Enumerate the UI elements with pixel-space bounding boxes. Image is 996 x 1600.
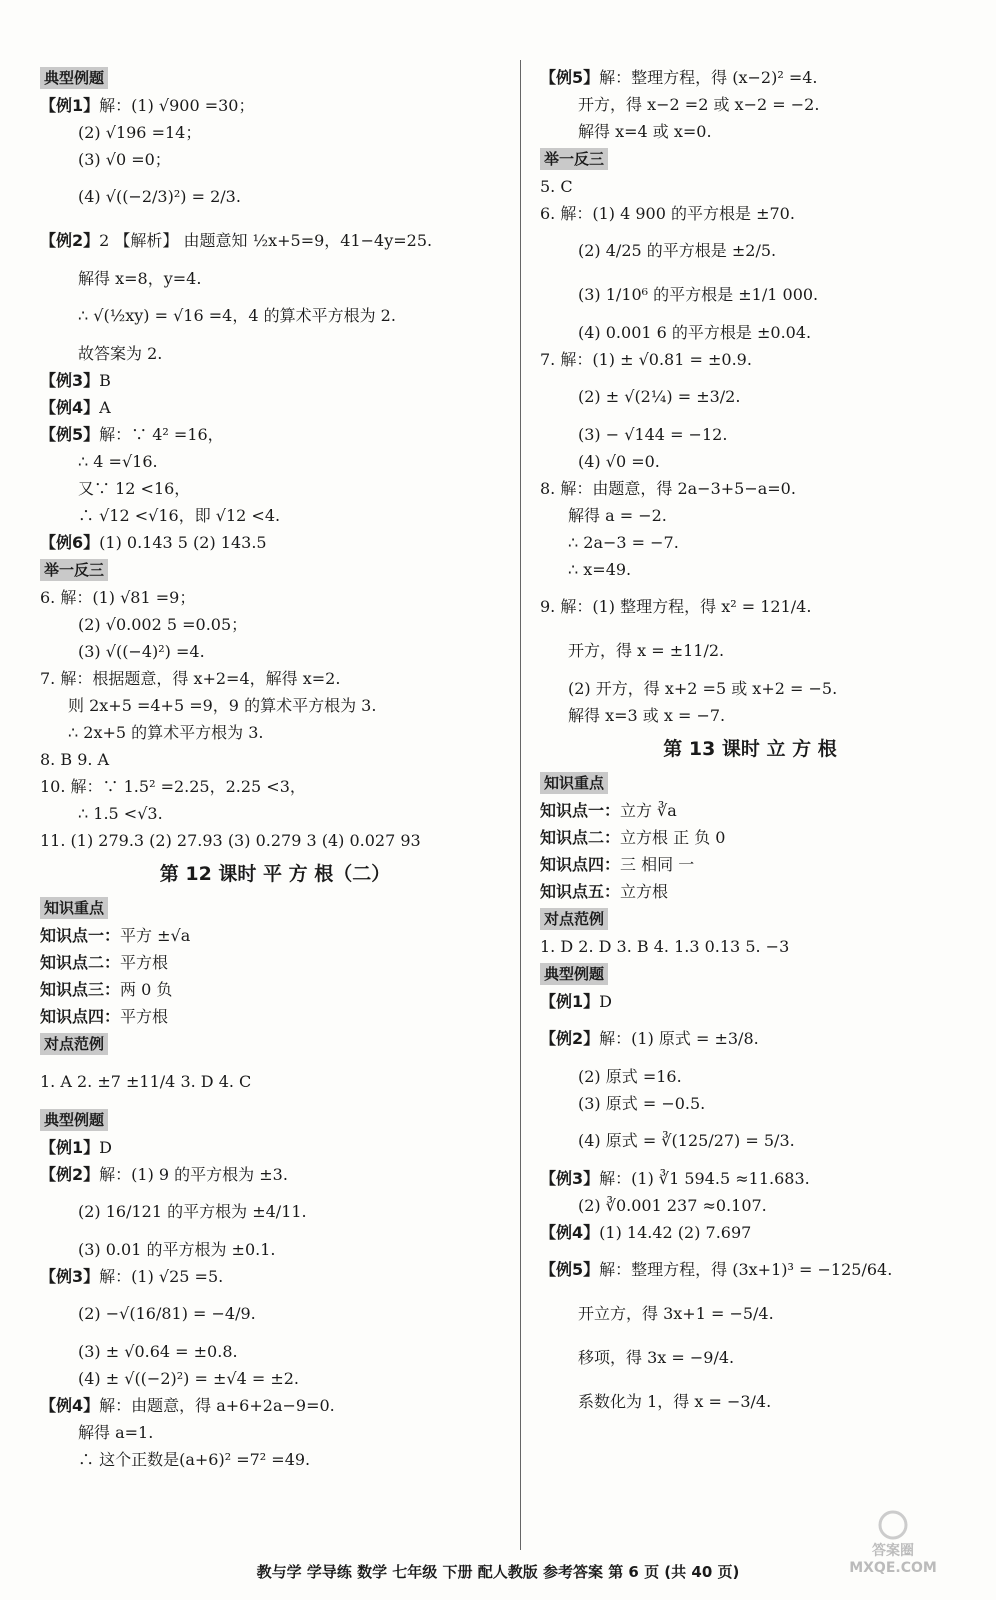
answer-text: 系数化为 1，得 x = −3/4. <box>578 1392 772 1411</box>
example-label: 【例5】 <box>40 425 100 444</box>
knowledge-point <box>540 824 960 851</box>
answer-line <box>40 1338 510 1365</box>
answer-line <box>40 502 510 529</box>
answer-text: 8. 解：由题意，得 2a−3+5−a=0. <box>540 479 796 498</box>
knowledge-point-label: 知识点二： <box>540 828 621 847</box>
example-label: 【例1】 <box>40 1138 100 1157</box>
answer-line <box>540 1250 960 1290</box>
answer-text: (2) ± √(2¼) = ±3/2. <box>578 387 741 406</box>
section-heading-row <box>40 64 510 92</box>
answer-text: B <box>99 371 111 390</box>
answer-text: (2) −√(16/81) = −4/9. <box>78 1304 256 1323</box>
answer-line <box>540 448 960 475</box>
answer-text: 解：(1) √900 =30； <box>99 96 255 115</box>
column-divider <box>520 60 521 1550</box>
watermark <box>818 1510 968 1576</box>
answer-line <box>540 275 960 315</box>
knowledge-point <box>40 949 510 976</box>
knowledge-point-label: 知识点四： <box>540 855 621 874</box>
answer-line <box>40 448 510 475</box>
answer-line <box>40 529 510 556</box>
answer-text: (3) 原式 = −0.5. <box>578 1094 706 1113</box>
answer-line <box>40 421 510 448</box>
answer-line <box>540 1192 960 1219</box>
answer-line <box>540 556 960 583</box>
answer-text: ∴ 4 =√16. <box>78 452 158 471</box>
answer-line <box>40 340 510 367</box>
answer-line <box>40 394 510 421</box>
answer-line <box>540 529 960 556</box>
knowledge-point <box>540 797 960 824</box>
answer-text: 又∵ 12 <16， <box>78 479 191 498</box>
answer-text: 移项，得 3x = −9/4. <box>578 1348 735 1367</box>
answer-text: (3) √0 =0； <box>78 150 171 169</box>
knowledge-point-label: 知识点四： <box>40 1007 121 1026</box>
section-heading-row <box>40 556 510 584</box>
section-heading-row <box>540 769 960 797</box>
example-label: 【例5】 <box>540 1260 600 1279</box>
example-label: 【例4】 <box>40 1396 100 1415</box>
example-label: 【例1】 <box>40 96 100 115</box>
answer-line <box>40 146 510 173</box>
answer-text: (2) 原式 =16. <box>578 1067 682 1086</box>
answer-line <box>40 584 510 611</box>
answer-line <box>40 119 510 146</box>
answer-text: 解：(1) 原式 = ±3/8. <box>599 1029 759 1048</box>
answer-line <box>540 1063 960 1090</box>
answer-line <box>540 173 960 200</box>
answer-line <box>540 319 960 346</box>
answer-text: 解：整理方程，得 (x−2)² =4. <box>599 68 818 87</box>
answer-text: 解：(1) √25 =5. <box>99 1267 224 1286</box>
answer-text: 10. 解：∵ 1.5² =2.25，2.25 <3， <box>40 777 306 796</box>
answer-text: 则 2x+5 =4+5 =9，9 的算术平方根为 3. <box>68 696 377 715</box>
section-heading: 知识重点 <box>40 897 108 919</box>
knowledge-point <box>40 922 510 949</box>
answer-line <box>540 502 960 529</box>
answer-text: 解：整理方程，得 (3x+1)³ = −125/64. <box>599 1260 893 1279</box>
answer-line <box>40 638 510 665</box>
section-heading: 知识重点 <box>540 772 608 794</box>
page-footer: 教与学 学导练 数学 七年级 下册 配人教版 参考答案 第 6 页 (共 40 页) <box>256 1563 740 1581</box>
answer-text: 7. 解：根据题意，得 x+2=4，解得 x=2. <box>40 669 341 688</box>
answer-text: ∴ x=49. <box>568 560 632 579</box>
answer-line <box>540 1219 960 1246</box>
answer-text: (2) 16/121 的平方根为 ±4/11. <box>78 1202 307 1221</box>
answer-line <box>540 475 960 502</box>
example-label: 【例4】 <box>540 1223 600 1242</box>
answer-text: 解：∵ 4² =16， <box>99 425 224 444</box>
example-label: 【例2】 <box>40 1165 100 1184</box>
answer-text: (2) ∛0.001 237 ≈0.107. <box>578 1196 767 1215</box>
example-label: 【例4】 <box>40 398 100 417</box>
answer-text: D <box>599 992 612 1011</box>
section-heading: 对点范例 <box>540 908 608 930</box>
answer-text: (2) 4/25 的平方根是 ±2/5. <box>578 241 777 260</box>
knowledge-point <box>540 851 960 878</box>
answer-text: 平方根 <box>120 1007 169 1026</box>
answer-line <box>540 231 960 271</box>
section-heading: 典型例题 <box>540 963 608 985</box>
answer-text: 平方根 <box>120 953 169 972</box>
answer-line <box>540 118 960 145</box>
example-label: 【例3】 <box>40 371 100 390</box>
answer-text: (3) − √144 = −12. <box>578 425 728 444</box>
answer-text: 解得 a = −2. <box>568 506 667 525</box>
answer-line <box>540 631 960 671</box>
answer-line <box>40 800 510 827</box>
answer-text: (3) √((−4)²) =4. <box>78 642 205 661</box>
answer-line <box>40 1062 510 1102</box>
answer-line <box>40 719 510 746</box>
section-heading: 对点范例 <box>40 1033 108 1055</box>
answer-text: 立方根 <box>620 882 669 901</box>
answer-line <box>540 377 960 417</box>
answer-line <box>40 1161 510 1188</box>
example-label: 【例5】 <box>540 68 600 87</box>
section-heading: 典型例题 <box>40 1109 108 1131</box>
answer-text: 6. 解：(1) 4 900 的平方根是 ±70. <box>540 204 795 223</box>
answer-text: ∴ 2a−3 = −7. <box>568 533 679 552</box>
answer-text: 三 相同 一 <box>620 855 695 874</box>
answer-line <box>540 1165 960 1192</box>
answer-line <box>540 1090 960 1117</box>
answer-text: 1. A 2. ±7 ±11/4 3. D 4. C <box>40 1072 252 1091</box>
answer-text: 两 0 负 <box>120 980 173 999</box>
answer-line <box>540 1019 960 1059</box>
answer-line <box>40 665 510 692</box>
watermark-text-bottom: MXQE.COM <box>849 1560 937 1576</box>
answer-line <box>540 988 960 1015</box>
answer-text: 平方 ±√a <box>120 926 191 945</box>
watermark-text-top: 答案圈 <box>872 1543 914 1559</box>
example-label: 【例3】 <box>40 1267 100 1286</box>
section-heading-row <box>540 905 960 933</box>
answer-line <box>540 346 960 373</box>
example-label: 【例2】 <box>40 231 100 250</box>
answer-line <box>40 177 510 217</box>
answer-line <box>540 421 960 448</box>
answer-line <box>40 1294 510 1334</box>
answer-text: 6. 解：(1) √81 =9； <box>40 588 196 607</box>
example-label: 【例2】 <box>540 1029 600 1048</box>
section-heading: 举一反三 <box>40 559 108 581</box>
answer-text: (2) √196 =14； <box>78 123 202 142</box>
answer-text: (4) ± √((−2)²) = ±√4 = ±2. <box>78 1369 300 1388</box>
answer-text: A <box>99 398 111 417</box>
knowledge-point-label: 知识点五： <box>540 882 621 901</box>
answer-line <box>40 296 510 336</box>
section-heading: 典型例题 <box>40 67 108 89</box>
example-label: 【例1】 <box>540 992 600 1011</box>
answer-text: 11. (1) 279.3 (2) 27.93 (3) 0.279 3 (4) 0.027 93 <box>40 831 421 850</box>
answer-line <box>540 91 960 118</box>
answer-line <box>540 587 960 627</box>
section-heading-row <box>40 1030 510 1058</box>
section-heading-row <box>40 1106 510 1134</box>
answer-text: (1) 0.143 5 (2) 143.5 <box>99 533 267 552</box>
example-label: 【例6】 <box>40 533 100 552</box>
answer-text: (2) 开方，得 x+2 =5 或 x+2 = −5. <box>568 679 838 698</box>
answer-line <box>540 933 960 960</box>
answer-line <box>40 1419 510 1446</box>
knowledge-point <box>40 1003 510 1030</box>
answer-line <box>540 1294 960 1334</box>
answer-text: 2 【解析】 由题意知 ½x+5=9，41−4y=25. <box>99 231 433 250</box>
answer-line <box>40 221 510 261</box>
answer-text: 7. 解：(1) ± √0.81 = ±0.9. <box>540 350 752 369</box>
answer-text: ∴ √12 <√16，即 √12 <4. <box>78 506 281 525</box>
answer-text: (4) 原式 = ∛(125/27) = 5/3. <box>578 1131 795 1150</box>
lesson-title: 第 13 课时 立 方 根 <box>663 738 837 760</box>
section-heading: 举一反三 <box>540 148 608 170</box>
answer-text: D <box>99 1138 112 1157</box>
answer-text: (4) √0 =0. <box>578 452 660 471</box>
knowledge-point-label: 知识点一： <box>540 801 621 820</box>
answer-line <box>540 1338 960 1378</box>
knowledge-point <box>540 878 960 905</box>
answer-text: 5. C <box>540 177 573 196</box>
answer-text: 故答案为 2. <box>78 344 163 363</box>
answer-text: 立方 ∛a <box>620 801 677 820</box>
answer-text: 开立方，得 3x+1 = −5/4. <box>578 1304 774 1323</box>
answer-text: 解：(1) ∛1 594.5 ≈11.683. <box>599 1169 810 1188</box>
answer-text: (3) 0.01 的平方根为 ±0.1. <box>78 1240 276 1259</box>
answer-text: ∴ √(½xy) = √16 =4，4 的算术平方根为 2. <box>78 306 396 325</box>
answer-text: 解得 x=4 或 x=0. <box>578 122 712 141</box>
section-heading-row <box>540 960 960 988</box>
example-label: 【例3】 <box>540 1169 600 1188</box>
knowledge-point-label: 知识点一： <box>40 926 121 945</box>
answer-line <box>40 1392 510 1419</box>
answer-line <box>40 1236 510 1263</box>
answer-line <box>540 675 960 702</box>
section-heading-row <box>40 894 510 922</box>
answer-text: (3) ± √0.64 = ±0.8. <box>78 1342 238 1361</box>
answer-line <box>40 611 510 638</box>
answer-line <box>40 1263 510 1290</box>
knowledge-point-label: 知识点二： <box>40 953 121 972</box>
answer-line <box>40 827 510 854</box>
answer-text: 解：由题意，得 a+6+2a−9=0. <box>99 1396 335 1415</box>
answer-text: 开方，得 x = ±11/2. <box>568 641 725 660</box>
answer-text: 9. 解：(1) 整理方程，得 x² = 121/4. <box>540 597 812 616</box>
answer-text: 解得 x=3 或 x = −7. <box>568 706 726 725</box>
section-heading-row <box>540 145 960 173</box>
answer-line <box>40 367 510 394</box>
answer-text: (2) √0.002 5 =0.05； <box>78 615 248 634</box>
answer-line <box>540 200 960 227</box>
answer-text: (4) 0.001 6 的平方根是 ±0.04. <box>578 323 812 342</box>
answer-text: ∴ 这个正数是(a+6)² =7² =49. <box>78 1450 311 1469</box>
answer-line <box>40 475 510 502</box>
answer-text: ∴ 2x+5 的算术平方根为 3. <box>68 723 264 742</box>
answer-line <box>40 1134 510 1161</box>
answer-text: 解得 x=8，y=4. <box>78 269 202 288</box>
answer-text: 解得 a=1. <box>78 1423 154 1442</box>
lesson-title: 第 12 课时 平 方 根（二） <box>159 863 391 885</box>
watermark-logo-icon <box>863 1510 923 1540</box>
answer-line <box>40 746 510 773</box>
answer-text: 解：(1) 9 的平方根为 ±3. <box>99 1165 288 1184</box>
answer-text: ∴ 1.5 <√3. <box>78 804 163 823</box>
answer-text: 立方根 正 负 0 <box>620 828 726 847</box>
answer-text: (1) 14.42 (2) 7.697 <box>599 1223 752 1242</box>
answer-line <box>540 1121 960 1161</box>
answer-text: 1. D 2. D 3. B 4. 1.3 0.13 5. −3 <box>540 937 790 956</box>
answer-line <box>540 1382 960 1422</box>
answer-line <box>40 1365 510 1392</box>
answer-line <box>40 773 510 800</box>
right-column <box>540 64 960 1426</box>
answer-line <box>40 692 510 719</box>
left-column <box>40 64 510 1473</box>
answer-line <box>540 702 960 729</box>
answer-line <box>40 92 510 119</box>
answer-line <box>540 64 960 91</box>
answer-text: (3) 1/10⁶ 的平方根是 ±1/1 000. <box>578 285 819 304</box>
knowledge-point <box>40 976 510 1003</box>
answer-line <box>40 1446 510 1473</box>
answer-line <box>40 265 510 292</box>
answer-text: (4) √((−2/3)²) = 2/3. <box>78 187 241 206</box>
answer-line <box>40 1192 510 1232</box>
knowledge-point-label: 知识点三： <box>40 980 121 999</box>
answer-text: 8. B 9. A <box>40 750 110 769</box>
answer-text: 开方，得 x−2 =2 或 x−2 = −2. <box>578 95 820 114</box>
